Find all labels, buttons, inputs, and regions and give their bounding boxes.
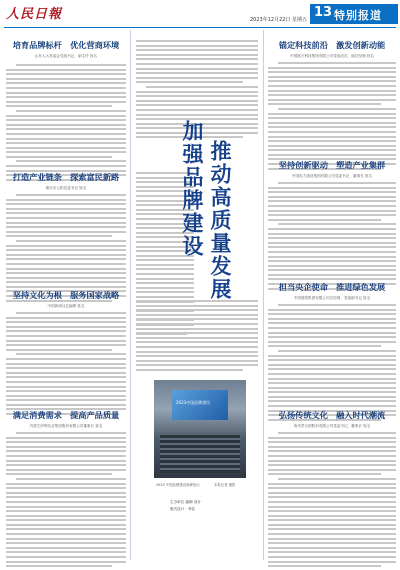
- central-headline-line2: 加强品牌建设: [180, 120, 205, 258]
- article-title: 锚定科技前沿 激发创新动能: [278, 40, 386, 50]
- article-title: 担当央企使命 推进绿色发展: [278, 282, 386, 292]
- article-heading-8: [268, 410, 396, 429]
- page-number: 13: [314, 5, 333, 20]
- article-heading-3: [6, 290, 126, 309]
- article-byline: 贵州茅台酒股份有限公司党委书记、董事长 姓名: [293, 424, 371, 428]
- masthead-rule: [4, 27, 396, 28]
- article-byline: 中国新闻社总编辑 姓名: [47, 304, 85, 308]
- article-byline: 内蒙古伊利实业集团股份有限公司董事长 姓名: [29, 424, 103, 428]
- page-badge: [310, 4, 398, 24]
- screen-text: 2023中国品牌建设: [176, 400, 211, 405]
- newspaper-logo: 人民日報: [6, 7, 63, 22]
- article-byline: 中国电力建设集团有限公司党委书记、董事长 姓名: [291, 174, 373, 178]
- article-byline: 重庆市云阳县委书记 姓名: [45, 186, 87, 190]
- article-body-1: [6, 64, 126, 183]
- article-title: 培育品牌标杆 优化营商环境: [12, 40, 120, 50]
- article-body-6: [268, 182, 396, 292]
- article-heading-2: [6, 172, 126, 191]
- article-byline: 中国航天科技集团有限公司党组成员、副总经理 姓名: [290, 54, 374, 58]
- article-title: 坚持创新驱动 塑造产业集群: [278, 160, 386, 170]
- issue-date: 2023年12月22日 星期五: [250, 17, 308, 23]
- article-title: 满足消费需求 提高产品质量: [12, 410, 120, 420]
- article-heading-5: [268, 40, 396, 59]
- article-byline: 中国建筑集团有限公司总经理、党组副书记 姓名: [293, 296, 371, 300]
- photo-caption: 2023 中国品牌建设高峰论坛: [156, 483, 200, 487]
- article-heading-6: [268, 160, 396, 179]
- article-body-8: [268, 432, 396, 570]
- article-title: 打造产业链条 探索富民新路: [12, 172, 120, 182]
- column-divider-left: [130, 30, 131, 560]
- article-body-4: [6, 432, 126, 570]
- column-divider-right: [263, 30, 264, 560]
- article-body-3: [6, 312, 126, 418]
- audience-rows: [160, 435, 240, 473]
- article-byline: 山东人大常委会党组书记、副主任 姓名: [34, 54, 98, 58]
- section-title: 特别报道: [334, 9, 382, 22]
- article-heading-7: [268, 282, 396, 301]
- article-heading-1: [6, 40, 126, 59]
- stage-screen: [172, 390, 228, 420]
- middle-body-lower: [136, 300, 258, 374]
- article-body-7: [268, 304, 396, 423]
- central-headline-line1: 推动高质量发展: [208, 140, 233, 301]
- credits-line-2: 版式设计：李佳: [170, 507, 196, 511]
- masthead: [0, 0, 400, 26]
- article-body-5: [268, 62, 396, 172]
- photo-credit: 本报记者 摄影: [214, 483, 236, 487]
- article-body-2: [6, 194, 126, 304]
- article-heading-4: [6, 410, 126, 429]
- credits-line-1: 主办单位 编辑 设计: [170, 500, 202, 504]
- forum-photo: [154, 380, 246, 478]
- article-title: 坚持文化为根 服务国家战略: [12, 290, 120, 300]
- article-title: 弘扬传统文化 融入时代潮流: [278, 410, 386, 420]
